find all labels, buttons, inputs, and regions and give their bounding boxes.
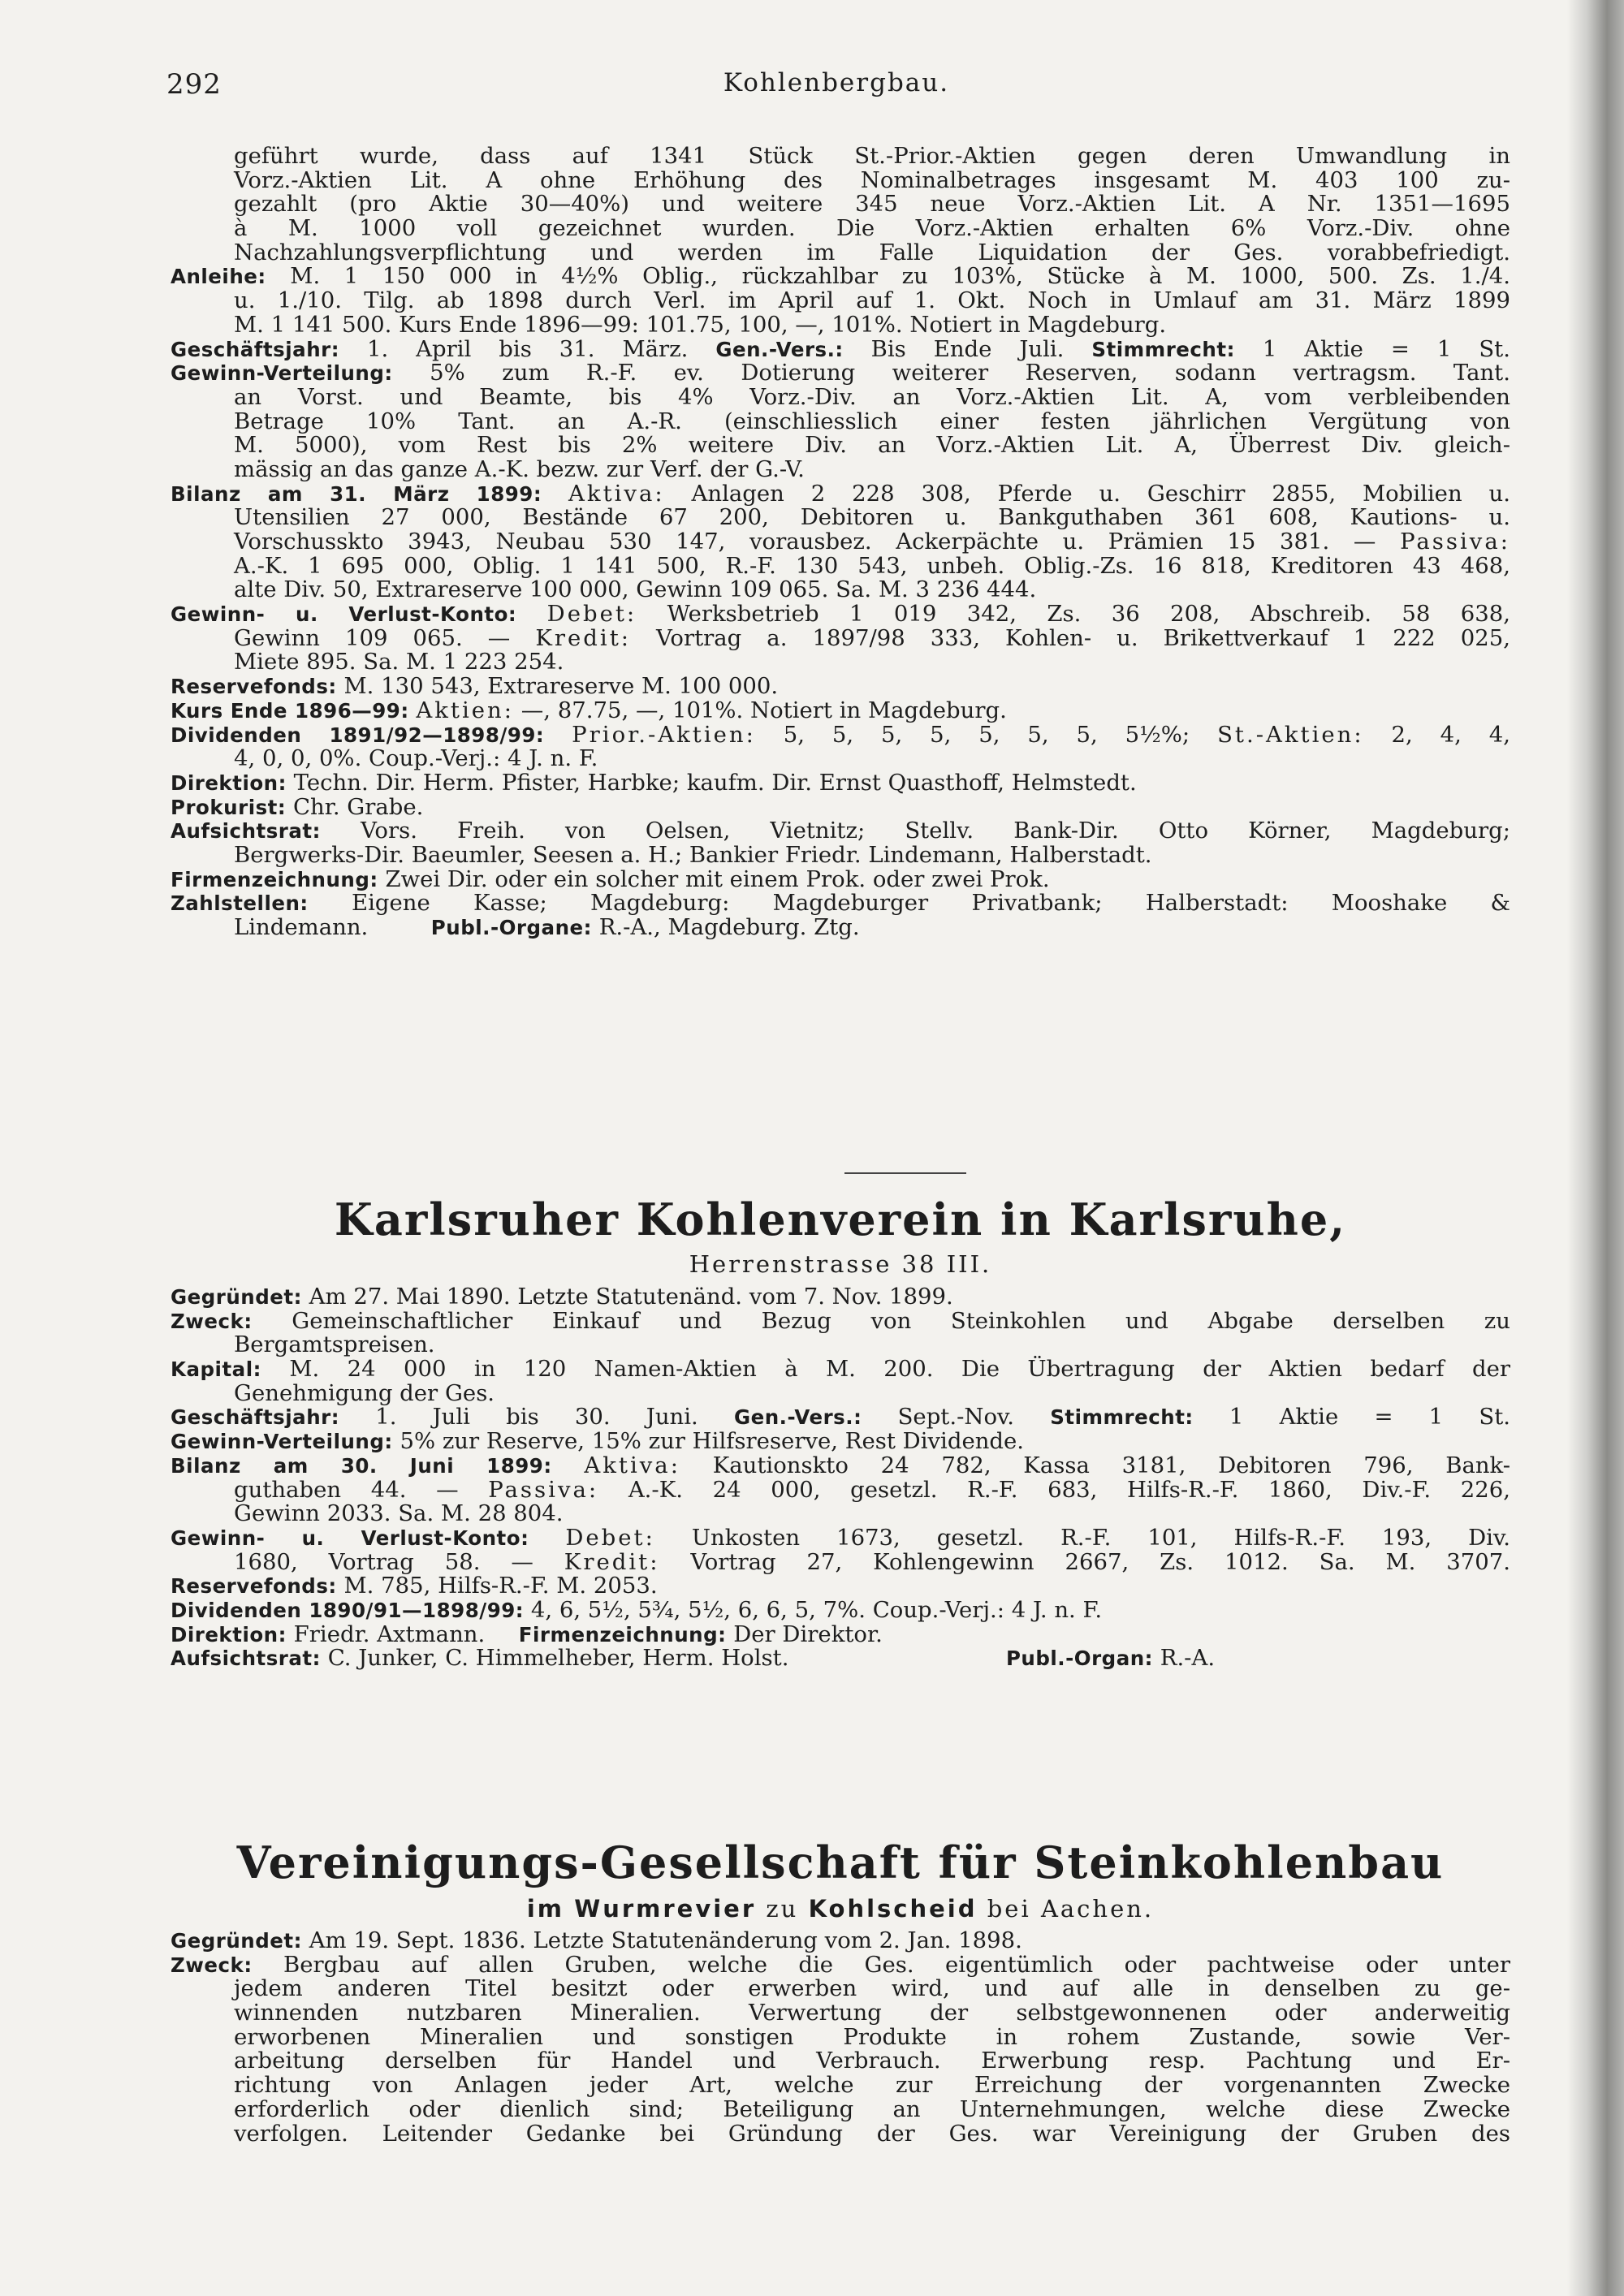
entry-text: Werksbetrieb 1 019 342, Zs. 36 208, Abschreib. 58 638,	[667, 601, 1510, 628]
debet-word: Debet:	[565, 1524, 655, 1551]
entry-label: Bilanz am 31. März 1899:	[171, 481, 542, 506]
text-line: M. 1 141 500. Kurs Ende 1896—99: 101.75, 100, —, 101%. Notiert in Magdeburg.	[234, 311, 1167, 338]
entry-label: Reservefonds:	[171, 1574, 337, 1599]
entry-reservefonds	[171, 675, 1510, 699]
text-line: erforderlich oder dienlich sind; Beteiligung an Unternehmungen, welche diese Zwecke	[234, 2095, 1510, 2122]
entry-label: Firmenzeichnung:	[171, 867, 378, 891]
entry-text: Vortrag a. 1897/98 333, Kohlen- u. Brikettverkauf 1 222 025,	[656, 624, 1510, 651]
st-word: St.-Aktien:	[1217, 721, 1364, 748]
text-line: 4, 0, 0, 0%. Coup.-Verj.: 4 J. n. F.	[234, 745, 598, 772]
entry-text: Sept.-Nov.	[897, 1404, 1015, 1431]
text-line: gezahlt (pro Aktie 30—40%) und weitere 345 neue Vorz.-Aktien Lit. A Nr. 1351—1695	[234, 191, 1510, 218]
entry-kurs	[171, 699, 1510, 723]
entry-label: Gen.-Vers.:	[734, 1405, 862, 1430]
entry-prokurist	[171, 793, 1510, 820]
entry-text: M. 1 150 000 in 4½% Oblig., rückzahlbar zu 103%, Stücke à M. 1000, 500. Zs. 1./4.	[290, 263, 1511, 290]
aktiva-word: Aktiva:	[584, 1452, 680, 1478]
entry-label: Aufsichtsrat:	[171, 819, 321, 844]
entry-label: Gewinn-Verteilung:	[171, 1430, 393, 1454]
section-3-title: Vereinigungs-Gesellschaft für Steinkohlenbau	[236, 1836, 1445, 1888]
entry-text: Am 19. Sept. 1836. Letzte Statutenänderung vom 2. Jan. 1898.	[309, 1927, 1022, 1953]
entry-label: Direktion:	[171, 770, 287, 795]
entry-label: Firmenzeichnung:	[518, 1622, 727, 1646]
passiva-word: Passiva:	[1400, 529, 1510, 555]
text-line: arbeitung derselben für Handel und Verbrauch. Erwerbung resp. Pachtung und Er-	[234, 2048, 1510, 2074]
entry-text: Kautionskto 24 782, Kassa 3181, Debitoren 796, Bank-	[712, 1452, 1511, 1478]
text-line: geführt wurde, dass auf 1341 Stück St.-Prior.-Aktien gegen deren Umwandlung in	[234, 143, 1510, 169]
passiva-word: Passiva:	[488, 1476, 599, 1503]
entry-text: Der Direktor.	[733, 1621, 883, 1647]
entry-label: Zahlstellen:	[171, 891, 309, 916]
entry-label: Gewinn- u. Verlust-Konto:	[171, 602, 517, 627]
entry-text: 1. April bis 31. März.	[366, 335, 689, 362]
entry-label: Publ.-Organe:	[430, 916, 592, 939]
text-line	[171, 1478, 1510, 1503]
text-line: A.-K. 1 695 000, Oblig. 1 141 500, R.-F. 130 543, unbeh. Oblig.-Zs. 16 818, Kreditoren 43 468,	[234, 552, 1510, 579]
entry-text: 5% zur Reserve, 15% zur Hilfsreserve, Rest Dividende.	[400, 1428, 1025, 1455]
section-2-title: Karlsruher Kohlenverein in Karlsruhe,	[334, 1193, 1347, 1245]
entry-text: guthaben 44. —	[234, 1476, 459, 1503]
entry-firmenzeichnung	[171, 865, 1510, 892]
entry-label: Zweck:	[171, 1309, 253, 1333]
text-line	[171, 1548, 1511, 1575]
entry-label: Stimmrecht:	[1091, 337, 1235, 361]
entry-zahlstellen	[171, 891, 1510, 916]
text-line: Bergamtspreisen.	[234, 1331, 435, 1358]
entry-gewinn-verteilung	[171, 361, 1510, 386]
entry-text: Am 27. Mai 1890. Letzte Statutenänd. vom 7. Nov. 1899.	[309, 1284, 953, 1310]
entry-dividenden	[171, 1596, 1510, 1623]
entry-geschaeftsjahr	[171, 1405, 1510, 1430]
entry-text: M. 24 000 in 120 Namen-Aktien à M. 200. Die Übertragung der Aktien bedarf der	[289, 1356, 1511, 1383]
entry-label: Zweck:	[171, 1953, 253, 1977]
entry-gegruendet	[171, 1929, 1510, 1953]
entry-text: Vortrag 27, Kohlengewinn 2667, Zs. 1012. Sa. M. 3707.	[690, 1548, 1511, 1575]
entry-label: Bilanz am 30. Juni 1899:	[171, 1453, 552, 1478]
entry-text: 4, 6, 5½, 5¾, 5½, 6, 6, 5, 7%. Coup.-Verj.: 4 J. n. F.	[530, 1596, 1103, 1623]
entry-reservefonds	[171, 1574, 1510, 1599]
entry-direktion	[171, 1623, 1510, 1647]
entry-label: Gewinn-Verteilung:	[171, 361, 393, 386]
entry-geschaeftsjahr	[171, 335, 1510, 362]
entry-guv	[171, 602, 1510, 627]
text-line	[171, 916, 1510, 940]
subtitle-part: im	[526, 1895, 564, 1923]
entry-text: 2, 4, 4,	[1391, 721, 1510, 748]
entry-text: Eigene Kasse; Magdeburg: Magdeburger Privatbank; Halberstadt: Mooshake &	[352, 890, 1510, 917]
entry-label: Kapital:	[171, 1357, 261, 1382]
entry-label: Stimmrecht:	[1050, 1405, 1194, 1430]
entry-zweck	[171, 1953, 1510, 1978]
entry-kapital	[171, 1357, 1510, 1382]
entry-text: Bergbau auf allen Gruben, welche die Ges. eigentümlich oder pachtweise oder unter	[283, 1951, 1510, 1978]
entry-gewinn-verteilung	[171, 1430, 1510, 1454]
section-divider	[844, 1172, 966, 1174]
entry-text: Vors. Freih. von Oelsen, Vietnitz; Stellv. Bank-Dir. Otto Körner, Magdeburg;	[361, 818, 1510, 844]
text-line: Gewinn 2033. Sa. M. 28 804.	[234, 1500, 564, 1527]
text-line	[171, 624, 1510, 651]
entry-direktion	[171, 771, 1510, 796]
entry-label: Anleihe:	[171, 265, 266, 289]
text-line: M. 5000), vom Rest bis 2% weitere Div. an Vorz.-Aktien Lit. A, Überrest Div. gleich-	[234, 432, 1510, 459]
entry-aufsichtsrat	[171, 819, 1510, 844]
entry-text: 5% zum R.-F. ev. Dotierung weiterer Reserven, sodann vertragsm. Tant.	[430, 360, 1510, 386]
entry-label: Publ.-Organ:	[1005, 1646, 1153, 1671]
entry-text: M. 785, Hilfs-R.-F. M. 2053.	[343, 1573, 658, 1599]
entry-text: 1 Aktie = 1 St.	[1229, 1404, 1511, 1431]
entry-label: Gen.-Vers.:	[715, 337, 844, 361]
entry-text: C. Junker, C. Himmelheber, Herm. Holst.	[327, 1645, 789, 1672]
entry-text: Gemeinschaftlicher Einkauf und Bezug von Steinkohlen und Abgabe derselben zu	[292, 1307, 1510, 1334]
entry-label: Reservefonds:	[171, 675, 337, 699]
entry-label: Aufsichtsrat:	[171, 1646, 321, 1671]
text-line: jedem anderen Titel besitzt oder erwerben wird, und auf alle in denselben zu ge-	[234, 1975, 1510, 2002]
text-line: Vorz.-Aktien Lit. A ohne Erhöhung des Nominalbetrages insgesamt M. 403 100 zu-	[234, 166, 1510, 193]
text-line: winnenden nutzbaren Mineralien. Verwertung der selbstgewonnenen oder anderweitig	[234, 2000, 1510, 2026]
text-line: Nachzahlungsverpflichtung und werden im Falle Liquidation der Ges. vorabbefriedigt.	[234, 239, 1510, 265]
entry-text: Vorschusskto 3943, Neubau 530 147, vorausbez. Ackerpächte u. Prämien 15 381. —	[234, 529, 1376, 555]
text-line: alte Div. 50, Extrareserve 100 000, Gewinn 109 065. Sa. M. 3 236 444.	[234, 576, 1037, 603]
entry-label: Direktion:	[171, 1622, 287, 1646]
text-line: verfolgen. Leitender Gedanke bei Gründung der Ges. war Vereinigung der Gruben des	[234, 2120, 1510, 2147]
entry-label: Geschäftsjahr:	[171, 1405, 340, 1430]
entry-label: Gegründet:	[171, 1285, 302, 1309]
section-2-body	[171, 1285, 1510, 1671]
entry-text: Friedr. Axtmann.	[293, 1621, 486, 1647]
text-line: an Vorst. und Beamte, bis 4% Vorz.-Div. an Vorz.-Aktien Lit. A, vom verbleibenden	[234, 383, 1510, 410]
running-title: Kohlenbergbau.	[723, 68, 950, 97]
prior-word: Prior.-Aktien:	[572, 721, 756, 748]
section-2-address: Herrenstrasse 38 III.	[689, 1250, 992, 1278]
entry-text: Zwei Dir. oder ein solcher mit einem Prok. oder zwei Prok.	[385, 865, 1050, 892]
entry-text: 1. Juli bis 30. Juni.	[375, 1404, 698, 1431]
text-line: Utensilien 27 000, Bestände 67 200, Debitoren u. Bankguthaben 361 608, Kautions- u.	[234, 504, 1510, 531]
subtitle-part: bei Aachen.	[987, 1895, 1155, 1923]
entry-text: R.-A.	[1160, 1645, 1216, 1672]
entry-text: R.-A., Magdeburg. Ztg.	[598, 914, 860, 940]
entry-bilanz	[171, 1454, 1510, 1478]
debet-word: Debet:	[546, 601, 637, 628]
entry-text: 1680, Vortrag 58. —	[234, 1548, 533, 1575]
section-3-subtitle	[171, 1895, 1510, 1923]
entry-bilanz	[171, 482, 1510, 507]
entry-text: Chr. Grabe.	[292, 793, 424, 820]
text-line: mässig an das ganze A.-K. bezw. zur Verf. der G.-V.	[234, 455, 805, 482]
entry-label: Dividenden 1891/92—1898/99:	[171, 723, 545, 747]
kredit-word: Kredit:	[564, 1548, 660, 1575]
entry-dividenden	[171, 723, 1510, 748]
text-line: erworbenen Mineralien und sonstigen Produkte in rohem Zustande, sowie Ver-	[234, 2023, 1510, 2050]
entry-text: Lindemann.	[234, 914, 369, 940]
text-line: Betrage 10% Tant. an A.-R. (einschliesslich einer festen jährlichen Vergütung von	[234, 408, 1510, 434]
text-line: u. 1./10. Tilg. ab 1898 durch Verl. im April auf 1. Okt. Noch in Umlauf am 31. März 1899	[234, 287, 1510, 314]
entry-text: Bis Ende Juli.	[870, 335, 1065, 362]
kredit-word: Kredit:	[535, 624, 632, 651]
entry-text: M. 130 543, Extrareserve M. 100 000.	[343, 673, 779, 700]
entry-label: Geschäftsjahr:	[171, 337, 340, 361]
entry-label: Gewinn- u. Verlust-Konto:	[171, 1526, 529, 1550]
entry-label: Prokurist:	[171, 795, 287, 819]
section-3-body	[171, 1929, 1510, 2146]
entry-zweck	[171, 1307, 1510, 1334]
entry-guv	[171, 1526, 1510, 1551]
text-line: Genehmigung der Ges.	[234, 1379, 495, 1406]
entry-text: 5, 5, 5, 5, 5, 5, 5, 5½%;	[783, 721, 1190, 748]
page-number: 292	[166, 68, 222, 101]
section-1-body	[171, 145, 1510, 940]
entry-label: Gegründet:	[171, 1929, 302, 1953]
entry-text: A.-K. 24 000, gesetzl. R.-F. 683, Hilfs-R.-F. 1860, Div.-F. 226,	[628, 1476, 1510, 1503]
entry-text: Anlagen 2 228 308, Pferde u. Geschirr 2855, Mobilien u.	[691, 480, 1510, 507]
text-line: Bergwerks-Dir. Baeumler, Seesen a. H.; Bankier Friedr. Lindemann, Halberstadt.	[234, 841, 1152, 868]
page-edge-shadow	[1567, 0, 1624, 2296]
entry-label: Kurs Ende 1896—99:	[171, 698, 409, 723]
entry-gegruendet	[171, 1285, 1510, 1310]
subtitle-place: Wurmrevier	[574, 1895, 757, 1923]
entry-text: 1 Aktie = 1 St.	[1262, 335, 1510, 362]
text-line: richtung von Anlagen jeder Art, welche zur Erreichung der vorgenannten Zwecke	[234, 2072, 1510, 2099]
subtitle-town: Kohlscheid	[808, 1895, 978, 1923]
subtitle-part: zu	[766, 1895, 799, 1923]
entry-anleihe	[171, 265, 1510, 289]
text-line: Miete 895. Sa. M. 1 223 254.	[234, 649, 564, 675]
running-header	[166, 68, 1506, 109]
entry-label: Dividenden 1890/91—1898/99:	[171, 1598, 525, 1622]
text-line	[171, 530, 1510, 555]
entry-text: Techn. Dir. Herm. Pfister, Harbke; kaufm. Dir. Ernst Quasthoff, Helmstedt.	[293, 769, 1137, 796]
entry-aufsichtsrat	[171, 1646, 1510, 1671]
entry-text: Gewinn 109 065. —	[234, 624, 511, 651]
aktiva-word: Aktiva:	[568, 480, 665, 507]
entry-text: Unkosten 1673, gesetzl. R.-F. 101, Hilfs-R.-F. 193, Div.	[691, 1524, 1510, 1551]
entry-text: —, 87.75, —, 101%. Notiert in Magdeburg.	[520, 697, 1007, 723]
text-line: à M. 1000 voll gezeichnet wurden. Die Vorz.-Aktien erhalten 6% Vorz.-Div. ohne	[234, 215, 1510, 242]
aktien-word: Aktien:	[416, 697, 515, 723]
